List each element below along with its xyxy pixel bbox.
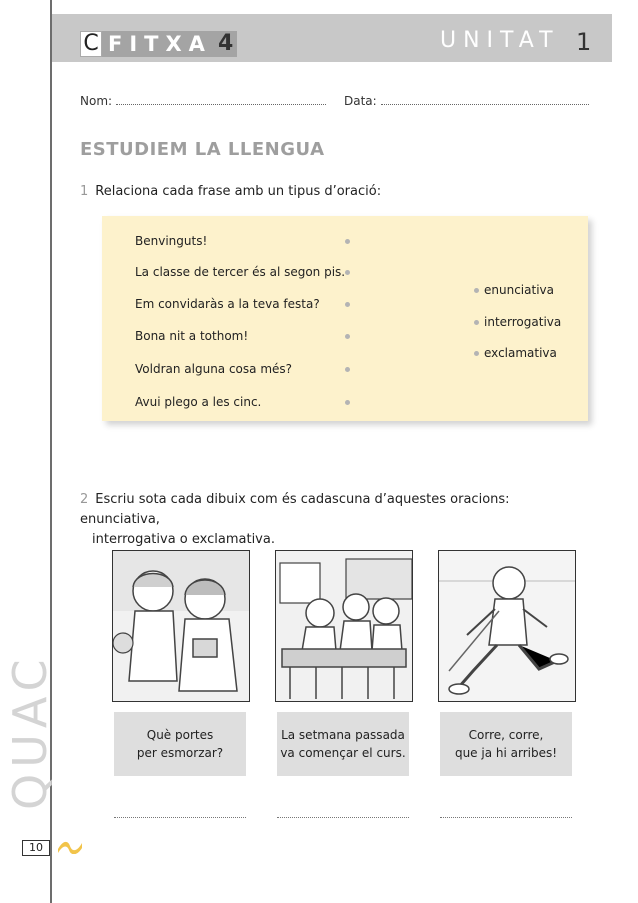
sentence-1: Benvinguts! xyxy=(135,234,208,248)
sentence-3-dot[interactable] xyxy=(345,302,350,307)
answer-line-3[interactable] xyxy=(440,817,572,818)
sentence-4-dot[interactable] xyxy=(345,334,350,339)
caption-3 xyxy=(440,712,572,776)
date-field[interactable] xyxy=(344,94,589,108)
fitxa-label xyxy=(80,31,237,57)
name-label: Nom: xyxy=(80,94,113,108)
caption-2-line1: La setmana passada xyxy=(281,728,405,742)
sentence-6-dot[interactable] xyxy=(345,400,350,405)
illustration-running-boy xyxy=(438,550,576,702)
sentence-3: Em convidaràs a la teva festa? xyxy=(135,297,320,311)
fitxa-word: FITXA xyxy=(102,31,218,57)
sentence-5: Voldran alguna cosa més? xyxy=(135,362,293,376)
type-3-dot[interactable] xyxy=(474,351,479,356)
fitxa-number: 4 xyxy=(218,31,237,57)
illustration-classroom xyxy=(275,550,413,702)
running-boy-drawing xyxy=(439,551,575,701)
wave-icon xyxy=(57,838,83,854)
unitat-label: UNITAT xyxy=(440,28,560,53)
caption-1 xyxy=(114,712,246,776)
caption-3-line2: que ja hi arribes! xyxy=(454,746,558,760)
sentence-1-dot[interactable] xyxy=(345,239,350,244)
exercise-2-text-line2: interrogativa o exclamativa. xyxy=(92,532,275,547)
exercise-2-prompt xyxy=(80,490,590,550)
caption-1-line1: Què portes xyxy=(146,728,214,742)
type-2-dot[interactable] xyxy=(474,320,479,325)
brand-vertical: QUAC xyxy=(3,653,57,810)
type-1-dot[interactable] xyxy=(474,288,479,293)
sentence-6: Avui plego a les cinc. xyxy=(135,395,262,409)
caption-2 xyxy=(277,712,409,776)
exercise-2-text-line1: Escriu sota cada dibuix com és cadascuna d’aquestes oracions: enunciativa, xyxy=(80,492,510,527)
sentence-5-dot[interactable] xyxy=(345,367,350,372)
page-number: 10 xyxy=(22,840,50,856)
exercise-1-prompt xyxy=(80,182,381,202)
date-label: Data: xyxy=(344,94,377,108)
type-exclamativa: exclamativa xyxy=(484,346,557,360)
name-field[interactable] xyxy=(80,94,326,108)
classroom-drawing xyxy=(276,551,412,701)
exercise-1-text: Relaciona cada frase amb un tipus d’oració: xyxy=(95,184,382,199)
sentence-2: La classe de tercer és al segon pis. xyxy=(135,265,346,279)
children-drawing xyxy=(113,551,249,701)
sentence-2-dot[interactable] xyxy=(345,270,350,275)
answer-line-2[interactable] xyxy=(277,817,409,818)
name-line[interactable] xyxy=(116,94,326,105)
section-title: ESTUDIEM LA LLENGUA xyxy=(80,139,325,160)
fitxa-letter: C xyxy=(80,31,102,57)
answer-line-1[interactable] xyxy=(114,817,246,818)
unitat-number: 1 xyxy=(576,28,592,56)
caption-1-line2: per esmorzar? xyxy=(136,746,224,760)
illustration-children-breakfast xyxy=(112,550,250,702)
sentence-4: Bona nit a tothom! xyxy=(135,329,249,343)
exercise-1-number: 1 xyxy=(80,184,89,199)
type-enunciativa: enunciativa xyxy=(484,283,554,297)
caption-3-line1: Corre, corre, xyxy=(468,728,544,742)
type-interrogativa: interrogativa xyxy=(484,315,562,329)
date-line[interactable] xyxy=(381,94,589,105)
caption-2-line2: va començar el curs. xyxy=(280,746,406,760)
exercise-2-number: 2 xyxy=(80,492,89,507)
